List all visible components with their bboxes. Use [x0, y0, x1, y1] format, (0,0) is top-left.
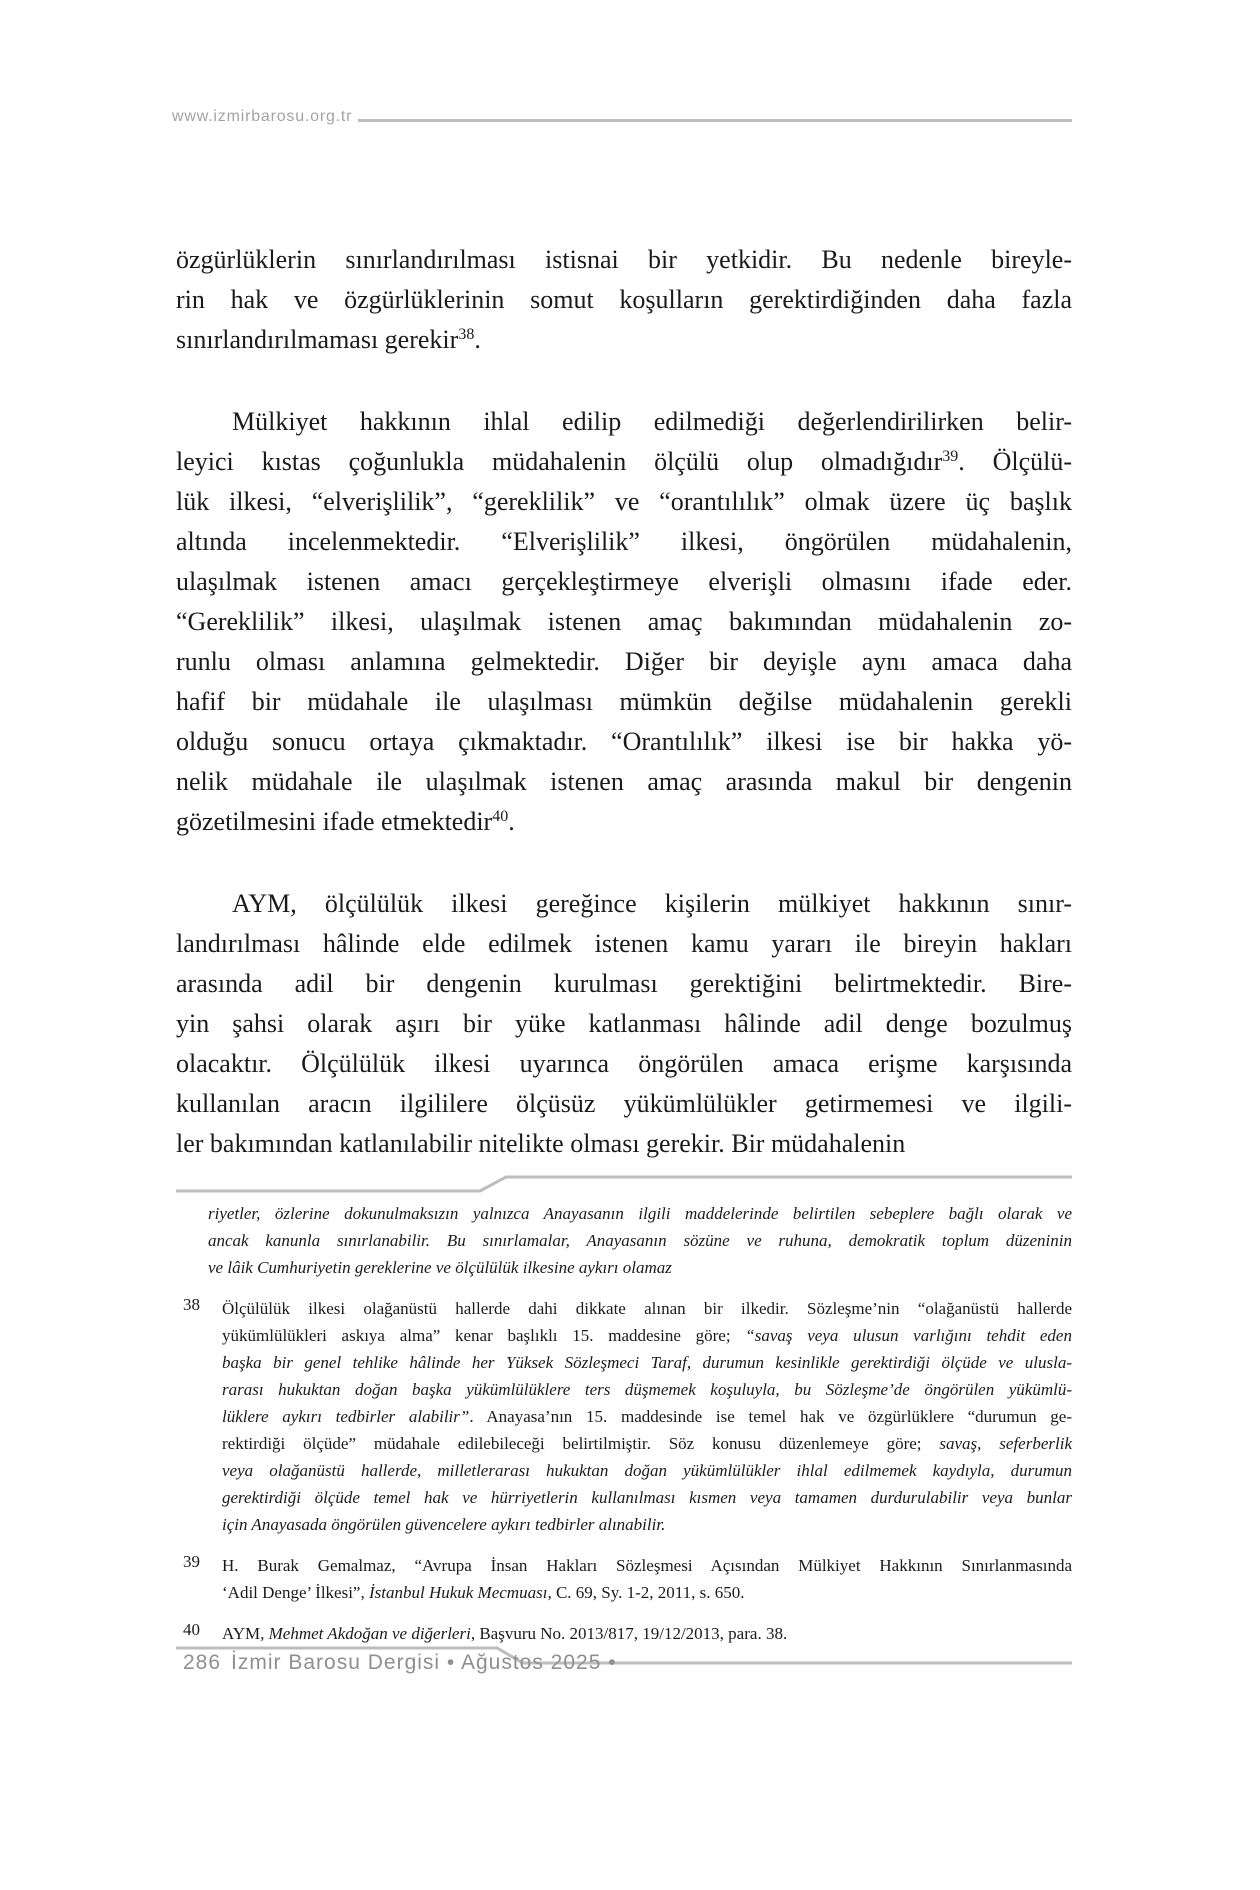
footnote: [183, 1552, 1072, 1606]
footnote-number: 38: [183, 1295, 200, 1314]
text-segment: yin şahsi olarak aşırı bir yüke katlanması hâlinde adil denge bozulmuş: [176, 1009, 1072, 1038]
footnote-number: 39: [183, 1552, 200, 1571]
italic-text: “savaş veya ulusun varlığını tehdit eden: [745, 1326, 1072, 1345]
text-segment: leyici kıstas çoğunlukla müdahalenin ölçülü olup olmadığıdır: [176, 447, 943, 476]
text-line: [222, 1457, 1072, 1484]
text-line: [222, 1552, 1072, 1579]
text-line: [176, 562, 1072, 602]
text-line: [222, 1403, 1072, 1430]
footnote-continuation: [183, 1200, 1072, 1281]
text-line: [176, 602, 1072, 642]
text-segment: rektirdiği ölçüde” müdahale edilebileceği belirtilmiştir. Söz konusu düzenlemeye göre;: [222, 1434, 940, 1453]
italic-text: ve lâik Cumhuriyetin gereklerine ve ölçülülük ilkesine aykırı olamaz: [208, 1258, 672, 1277]
text-segment: ‘Adil Denge’ İlkesi”,: [222, 1583, 369, 1602]
text-line: [176, 402, 1072, 442]
text-line: [222, 1295, 1072, 1322]
text-segment: arasında adil bir dengenin kurulması gerektiğini belirtmektedir. Bire-: [176, 969, 1072, 998]
text-segment: olacaktır. Ölçülülük ilkesi uyarınca öngörülen amaca erişme karşısında: [176, 1049, 1072, 1078]
text-line: [176, 884, 1072, 924]
header-rule: [358, 119, 1072, 122]
text-segment: altında incelenmektedir. “Elverişlilik” ilkesi, öngörülen müdahalenin,: [176, 527, 1072, 556]
italic-text: savaş, seferberlik: [939, 1434, 1072, 1453]
text-line: [222, 1484, 1072, 1511]
italic-text: rarası hukuktan doğan başka yükümlülüklere ters düşmemek koşuluyla, bu Sözleşme’de öngörülen yükümlü-: [222, 1380, 1072, 1399]
text-segment: , Başvuru No. 2013/817, 19/12/2013, para. 38.: [470, 1624, 788, 1643]
footnote-reference: 38: [458, 326, 475, 343]
body-paragraph: [176, 884, 1072, 1164]
header-url: www.izmirbarosu.org.tr: [172, 108, 353, 125]
text-segment: yükümlülükleri askıya alma” kenar başlıklı 15. maddesine göre;: [222, 1326, 746, 1345]
text-segment: H. Burak Gemalmaz, “Avrupa İnsan Hakları Sözleşmesi Açısından Mülkiyet Hakkının Sınırlanmasında: [222, 1556, 1072, 1575]
text-line: [176, 320, 1072, 360]
text-segment: .: [508, 807, 515, 836]
text-line: [208, 1254, 1072, 1281]
text-line: [222, 1579, 1072, 1606]
footnote-reference: 39: [942, 448, 959, 465]
italic-text: için Anayasada öngörülen güvencelere aykırı tedbirler alınabilir.: [222, 1515, 666, 1534]
italic-text: riyetler, özlerine dokunulmaksızın yalnızca Anayasanın ilgili maddelerinde belirtilen sebeplere bağlı olarak ve: [208, 1204, 1072, 1223]
footnote-separator: [176, 1177, 1072, 1191]
text-line: [208, 1200, 1072, 1227]
body-paragraph: [176, 402, 1072, 842]
text-segment: .: [474, 325, 481, 354]
text-segment: “Gereklilik” ilkesi, ulaşılmak istenen amaç bakımından müdahalenin zo-: [176, 607, 1072, 636]
text-line: [176, 482, 1072, 522]
text-segment: sınırlandırılmaması gerekir: [176, 325, 459, 354]
italic-text: ancak kanunla sınırlanabilir. Bu sınırlamalar, Anayasanın sözüne ve ruhuna, demokratik toplum düzeninin: [208, 1231, 1072, 1250]
footnote: [183, 1295, 1072, 1538]
italic-text: gerektirdiği ölçüde temel hak ve hürriyetlerin kullanılması kısmen veya tamamen durdurulabilir veya bunlar: [222, 1488, 1072, 1507]
text-line: [222, 1511, 1072, 1538]
footnote-reference: 40: [492, 808, 509, 825]
text-segment: . Anayasa’nın 15. maddesinde ise temel hak ve özgürlüklere “durumun ge-: [469, 1407, 1072, 1426]
text-segment: kullanılan aracın ilgililere ölçüsüz yükümlülükler getirmemesi ve ilgili-: [176, 1089, 1072, 1118]
italic-text: İstanbul Hukuk Mecmuası: [368, 1583, 548, 1602]
text-segment: , C. 69, Sy. 1-2, 2011, s. 650.: [547, 1583, 745, 1602]
text-segment: landırılması hâlinde elde edilmek istenen kamu yararı ile bireyin hakları: [176, 929, 1072, 958]
text-line: [176, 1084, 1072, 1124]
italic-text: başka bir genel tehlike hâlinde her Yüksek Sözleşmeci Taraf, durumun kesinlikle gerektirdiği ölçüde ve ulusla-: [222, 1353, 1072, 1372]
text-line: [208, 1227, 1072, 1254]
body-paragraph: [176, 240, 1072, 360]
text-line: [176, 964, 1072, 1004]
text-line: [176, 1124, 1072, 1164]
italic-text: Mehmet Akdoğan ve diğerleri: [268, 1624, 471, 1643]
text-line: [222, 1322, 1072, 1349]
page-header: [172, 108, 1072, 126]
text-segment: nelik müdahale ile ulaşılmak istenen amaç arasında makul bir dengenin: [176, 767, 1072, 796]
italic-text: veya olağanüstü hallerde, milletlerarası hukuktan doğan yükümlülükler ihlal edilmemek kaydıyla, durumun: [222, 1461, 1072, 1480]
text-segment: runlu olması anlamına gelmektedir. Diğer bir deyişle aynı amaca daha: [176, 647, 1072, 676]
italic-text: lüklere aykırı tedbirler alabilir”: [222, 1407, 470, 1426]
text-segment: ler bakımından katlanılabilir nitelikte olması gerekir. Bir müdahalenin: [176, 1129, 906, 1158]
text-segment: rin hak ve özgürlüklerinin somut koşulların gerektirdiğinden daha fazla: [176, 285, 1072, 314]
text-segment: Mülkiyet hakkının ihlal edilip edilmediği değerlendirilirken belir-: [232, 407, 1072, 436]
text-line: [176, 442, 1072, 482]
text-segment: gözetilmesini ifade etmektedir: [176, 807, 493, 836]
text-line: [222, 1349, 1072, 1376]
text-line: [176, 762, 1072, 802]
text-segment: hafif bir müdahale ile ulaşılması mümkün değilse müdahalenin gerekli: [176, 687, 1072, 716]
text-line: [176, 722, 1072, 762]
text-segment: Ölçülülük ilkesi olağanüstü hallerde dahi dikkate alınan bir ilkedir. Sözleşme’nin “olağanüstü hallerde: [222, 1299, 1072, 1318]
text-line: [222, 1430, 1072, 1457]
text-line: [176, 924, 1072, 964]
text-line: [176, 522, 1072, 562]
text-segment: olduğu sonucu ortaya çıkmaktadır. “Orantılılık” ilkesi ise bir hakka yö-: [176, 727, 1072, 756]
text-line: [176, 1044, 1072, 1084]
text-line: [222, 1620, 1072, 1647]
footnote: [183, 1620, 1072, 1647]
text-segment: AYM, ölçülülük ilkesi gereğince kişilerin mülkiyet hakkının sınır-: [232, 889, 1072, 918]
journal-name-and-issue: İzmir Barosu Dergisi • Ağustos 2025 •: [231, 1651, 617, 1674]
text-line: [222, 1376, 1072, 1403]
text-line: [176, 642, 1072, 682]
article-body: [176, 240, 1072, 1164]
page-number: 286: [183, 1651, 222, 1674]
text-line: [176, 280, 1072, 320]
text-line: [176, 240, 1072, 280]
text-segment: . Ölçülü-: [958, 447, 1072, 476]
text-segment: lük ilkesi, “elverişlilik”, “gereklilik” ve “orantılılık” olmak üzere üç başlık: [176, 487, 1072, 516]
text-line: [176, 682, 1072, 722]
footnotes-block: [183, 1200, 1072, 1647]
text-segment: ulaşılmak istenen amacı gerçekleştirmeye elverişli olmasını ifade eder.: [176, 567, 1072, 596]
text-segment: AYM,: [222, 1624, 269, 1643]
text-segment: özgürlüklerin sınırlandırılması istisnai bir yetkidir. Bu nedenle bireyle-: [176, 245, 1072, 274]
page-footer: [183, 1651, 617, 1675]
text-line: [176, 802, 1072, 842]
footnote-number: 40: [183, 1620, 200, 1639]
text-line: [176, 1004, 1072, 1044]
